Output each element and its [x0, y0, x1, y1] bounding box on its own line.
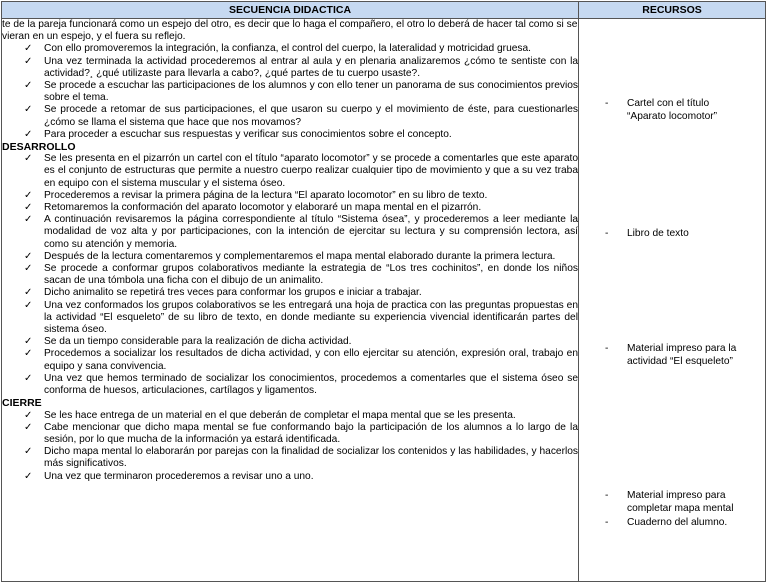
resource-text: “Aparato locomotor”	[627, 111, 718, 122]
check-icon: ✓	[24, 299, 33, 311]
check-icon: ✓	[24, 421, 33, 433]
list-item	[2, 80, 578, 104]
list-item-text: Con ello promoveremos la integración, la confianza, el control del cuerpo, la lateralidad y motricidad gruesa.	[44, 43, 531, 55]
list-item	[2, 214, 578, 251]
resource-text: Material impreso para	[627, 490, 726, 501]
check-icon: ✓	[24, 263, 33, 275]
desarrollo-list	[2, 153, 578, 397]
list-item-text: Para proceder a escuchar sus respuestas y verificar sus conocimientos sobre el concepto.	[44, 128, 452, 140]
resource-text: Libro de texto	[627, 228, 689, 239]
check-icon: ✓	[24, 55, 33, 67]
resource-text: actividad “El esqueleto”	[627, 356, 733, 367]
resource-dash: -	[605, 517, 609, 528]
list-item	[2, 153, 578, 190]
list-item	[2, 422, 578, 446]
intro-paragraph: te de la pareja funcionará como un espejo del otro, es decir que lo haga el compañero, el otro lo deberá de hacer tal como si se vieran en un espejo, y el fuera su reflejo.	[2, 19, 578, 43]
check-icon: ✓	[24, 409, 33, 421]
list-item-text: Se les hace entrega de un material en el que deberán de completar el mapa mental que se les presenta.	[44, 409, 516, 421]
list-item-text: Retomaremos la conformación del aparato locomotor y elaboraré un mapa mental en el pizarrón.	[44, 202, 482, 214]
list-item-text: Dicho mapa mental lo elaborarán por parejas con la finalidad de socializar los contenidos y las habilidades, y hacerlos más significativos.	[44, 446, 578, 470]
list-item	[2, 251, 578, 263]
header-sequence: SECUENCIA DIDACTICA	[2, 2, 579, 19]
list-item-text: Procederemos a revisar la primera página de la lectura “El aparato locomotor” en su libro de texto.	[44, 189, 488, 201]
list-item	[2, 300, 578, 337]
inicio-list	[2, 43, 578, 141]
list-item-text: Dicho animalito se repetirá tres veces para conformar los grupos e iniciar a trabajar.	[44, 287, 422, 299]
list-item	[2, 56, 578, 80]
content-row	[2, 19, 766, 582]
resources-cell	[579, 19, 766, 582]
list-item	[2, 336, 578, 348]
resource-dash: -	[605, 98, 609, 109]
list-item	[2, 446, 578, 470]
list-item-text: Procedemos a socializar los resultados de dicha actividad, y con ello ejercitar su atención, expresión oral, trabajo en equipo y sana convivencia.	[44, 348, 578, 372]
check-icon: ✓	[24, 287, 33, 299]
resource-item	[605, 342, 761, 368]
lesson-plan-table	[1, 1, 766, 582]
resource-text: Cuaderno del alumno.	[627, 517, 728, 528]
resource-item	[605, 97, 761, 123]
list-item-text: Una vez terminada la actividad procederemos al entrar al aula y en plenaria analizaremos ¿cómo te sentiste con la actividad?¸ ¿qué utilizaste para llevarla a cabo?, ¿qué partes de tu cuerpo usaste?.	[44, 55, 578, 79]
list-item-text: Se procede a escuchar las participaciones de los alumnos y con ello tener un panorama de sus conocimientos previos sobre el tema.	[44, 80, 579, 104]
check-icon: ✓	[24, 128, 33, 140]
check-icon: ✓	[24, 250, 33, 262]
list-item	[2, 190, 578, 202]
sequence-cell	[2, 19, 579, 582]
resource-item	[605, 227, 761, 240]
list-item-text: Se les presenta en el pizarrón un cartel con el título “aparato locomotor” y se procede a comentarles que este aparato es el conjunto de estructuras que permite a nuestro cuerpo realizar cualquier tipo de movimiento y que a su vez traba en equipo con el sistema muscular y el sistema óseo.	[44, 153, 578, 189]
list-item	[2, 410, 578, 422]
list-item-text: A continuación revisaremos la página correspondiente al título “Sistema ósea”, y procederemos a leer mediante la modalidad de voz alta y por participaciones, con la intención de ejercitar su lectura y su comprensión lectora, así como su atención y memoria.	[44, 214, 578, 250]
list-item-text: Una vez conformados los grupos colaborativos se les entregará una hoja de practica con las preguntas propuestas en la actividad “El esqueleto” de su libro de texto, en donde mediante su experiencia vivencial identificarán partes del sistema óseo.	[44, 299, 578, 336]
check-icon: ✓	[24, 43, 33, 55]
list-item	[2, 263, 578, 287]
header-row	[2, 2, 766, 19]
resource-item	[605, 489, 761, 515]
list-item-text: Una vez que terminaron procederemos a revisar uno a uno.	[44, 470, 314, 482]
list-item	[2, 129, 578, 141]
list-item	[2, 287, 578, 299]
check-icon: ✓	[24, 153, 33, 165]
cierre-list	[2, 410, 578, 483]
check-icon: ✓	[24, 80, 33, 92]
list-item-text: Se da un tiempo considerable para la realización de dicha actividad.	[44, 336, 352, 348]
resource-dash: -	[605, 343, 609, 354]
list-item	[2, 43, 578, 55]
resource-text: completar mapa mental	[627, 503, 734, 514]
check-icon: ✓	[24, 214, 33, 226]
list-item-text: Después de la lectura comentaremos y complementaremos el mapa mental elaborado durante la primera lectura.	[44, 250, 556, 262]
resource-dash: -	[605, 490, 609, 501]
check-icon: ✓	[24, 446, 33, 458]
list-item	[2, 471, 578, 483]
resource-text: Cartel con el título	[627, 98, 710, 109]
list-item-text: Se procede a conformar grupos colaborativos mediante la estrategia de “Los tres cochinitos”, en donde los niños sacan de una tómbola una ficha con el dibujo de un animalito.	[44, 263, 578, 287]
check-icon: ✓	[24, 336, 33, 348]
list-item-text: Cabe mencionar que dicho mapa mental se fue conformando bajo la participación de los alumnos a lo largo de la sesión, por lo que mucha de la información ya estará identificada.	[44, 421, 578, 445]
header-resources: RECURSOS	[579, 2, 766, 19]
desarrollo-heading: DESARROLLO	[2, 141, 76, 154]
check-icon: ✓	[24, 202, 33, 214]
check-icon: ✓	[24, 104, 33, 116]
list-item-text: Se procede a retomar de sus participaciones, el que usaron su cuerpo y el movimiento de éste, para cuestionarles ¿cómo se llama el sistema que hace que nos movamos?	[44, 104, 578, 128]
list-item-text: Una vez que hemos terminado de socializar los conocimientos, procedemos a comentarles que el sistema óseo se conforma de huesos, articulaciones, cartílagos y ligamentos.	[44, 372, 578, 397]
check-icon: ✓	[24, 372, 33, 384]
resource-item	[605, 516, 761, 529]
check-icon: ✓	[24, 470, 33, 482]
check-icon: ✓	[24, 189, 33, 201]
resource-text: Material impreso para la	[627, 343, 737, 354]
list-item	[2, 202, 578, 214]
cierre-heading: CIERRE	[2, 397, 42, 410]
list-item	[2, 348, 578, 372]
check-icon: ✓	[24, 348, 33, 360]
list-item	[2, 373, 578, 397]
resource-dash: -	[605, 228, 609, 239]
list-item	[2, 104, 578, 128]
